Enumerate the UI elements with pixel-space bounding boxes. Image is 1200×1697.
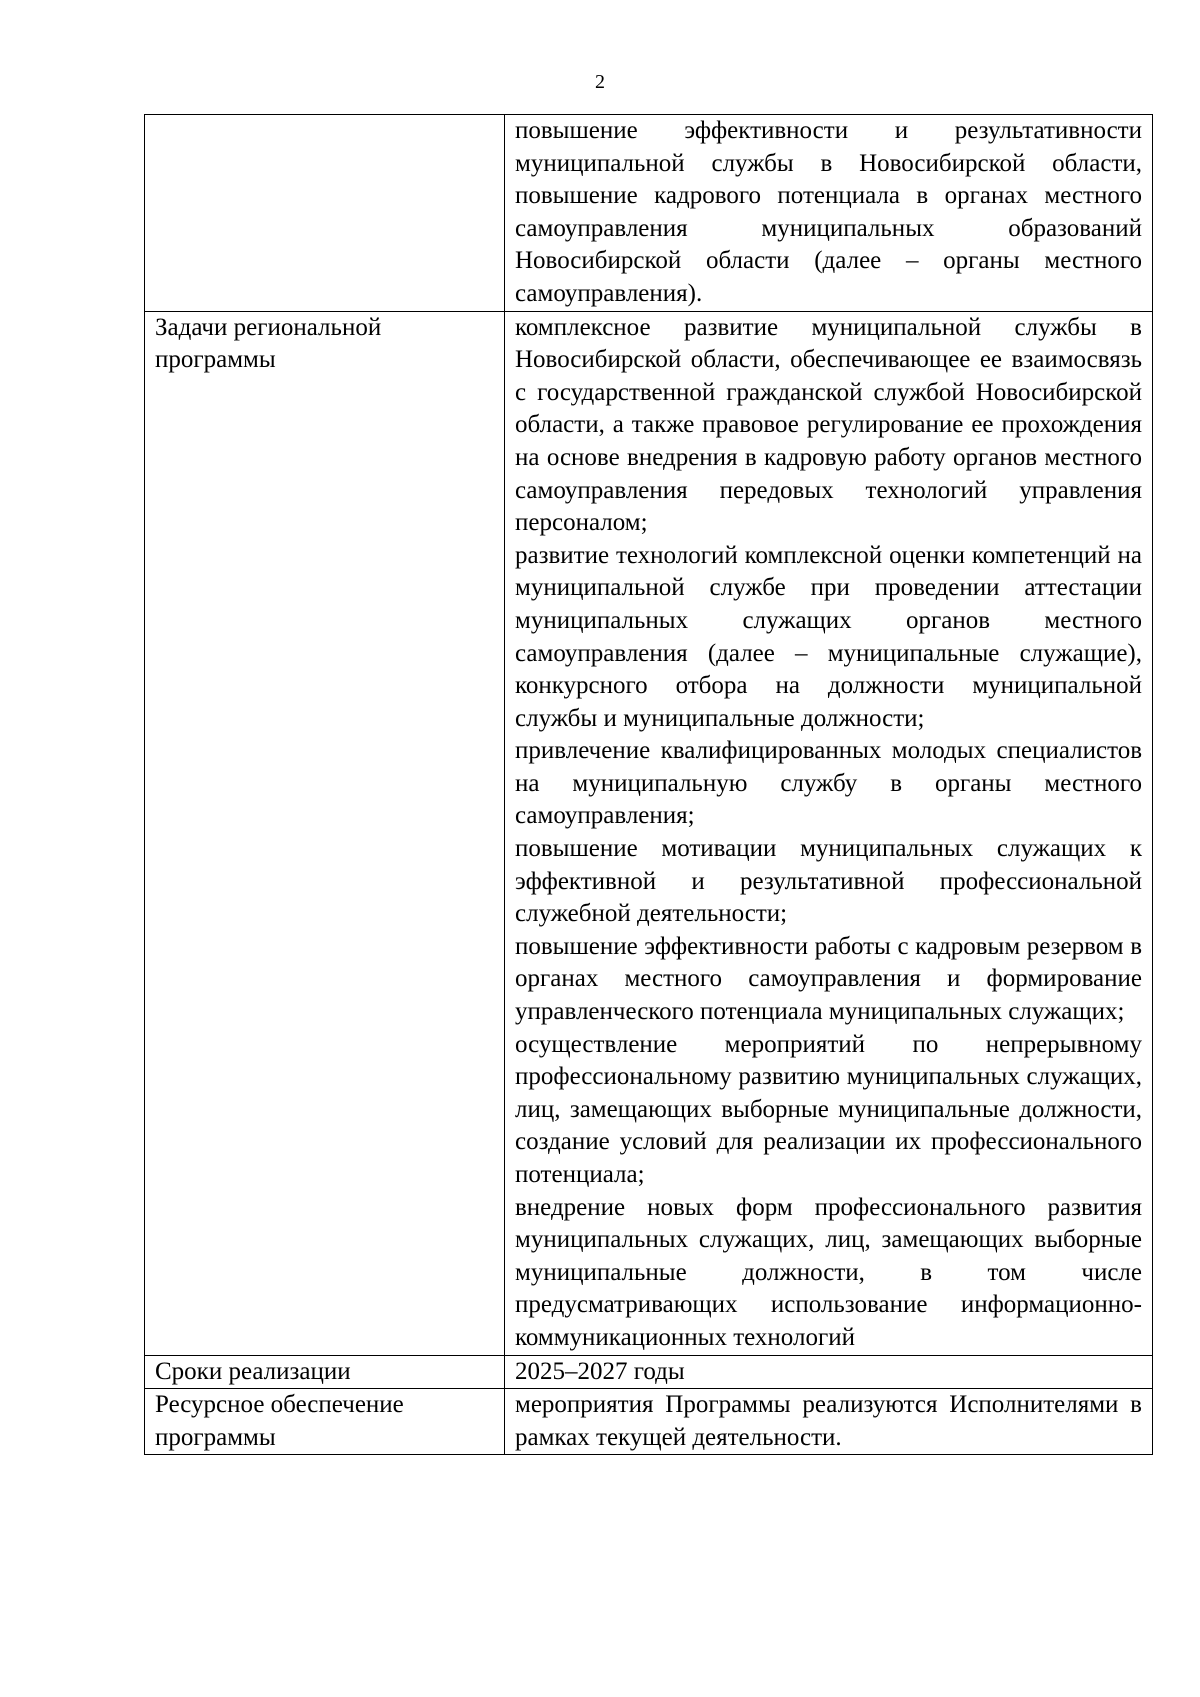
row-content <box>505 1355 1153 1389</box>
paragraph: привлечение квалифицированных молодых специалистов на муниципальную службу в органы местного самоуправления; <box>515 737 1142 830</box>
paragraph: осуществление мероприятий по непрерывному профессиональному развитию муниципальных служащих, лиц, замещающих выборные муниципальные должности, создание условий для реализации их профессионального потенциала; <box>515 1030 1142 1188</box>
row-content <box>505 311 1153 1355</box>
paragraph: повышение мотивации муниципальных служащих к эффективной и результативной профессиональной служебной деятельности; <box>515 835 1142 928</box>
paragraph: развитие технологий комплексной оценки компетенций на муниципальной службе при проведении аттестации муниципальных служащих органов местного самоуправления (далее – муниципальные служащие), конкурсного отбора на должности муниципальной службы и муниципальные должности; <box>515 541 1142 732</box>
row-label: Ресурсное обеспечение программы <box>145 1389 505 1455</box>
paragraph: 2025–2027 годы <box>515 1357 685 1385</box>
table-row-resources <box>145 1389 1153 1455</box>
table-row-tasks <box>145 311 1153 1355</box>
page-number: 2 <box>595 71 605 93</box>
row-label <box>145 115 505 312</box>
paragraph: повышение эффективности работы с кадровым резервом в органах местного самоуправления и формирование управленческого потенциала муниципальных служащих; <box>515 932 1142 1026</box>
paragraph: внедрение новых форм профессионального развития муниципальных служащих, лиц, замещающих выборные муниципальные должности, в том числе предусматривающих использование информационно-коммуникационных технологий <box>515 1193 1142 1351</box>
row-content <box>505 1389 1153 1455</box>
row-content <box>505 115 1153 312</box>
paragraph: мероприятия Программы реализуются Исполнителями в рамках текущей деятельности. <box>515 1391 1142 1451</box>
paragraph: комплексное развитие муниципальной службы в Новосибирской области, обеспечивающее ее взаимосвязь с государственной гражданской службой Новосибирской области, а также правовое регулирование ее прохождения на основе внедрения в кадровую работу органов местного самоуправления передовых технологий управления персоналом; <box>515 313 1142 537</box>
row-label: Сроки реализации <box>145 1355 505 1389</box>
row-label: Задачи региональной программы <box>145 311 505 1355</box>
paragraph: повышение эффективности и результативности муниципальной службы в Новосибирской области, повышение кадрового потенциала в органах местного самоуправления муниципальных образований Новосибирской области (далее – органы местного самоуправления). <box>515 117 1142 307</box>
table-row-terms <box>145 1355 1153 1389</box>
program-passport-table <box>144 114 1153 1455</box>
table-row-goals <box>145 115 1153 312</box>
